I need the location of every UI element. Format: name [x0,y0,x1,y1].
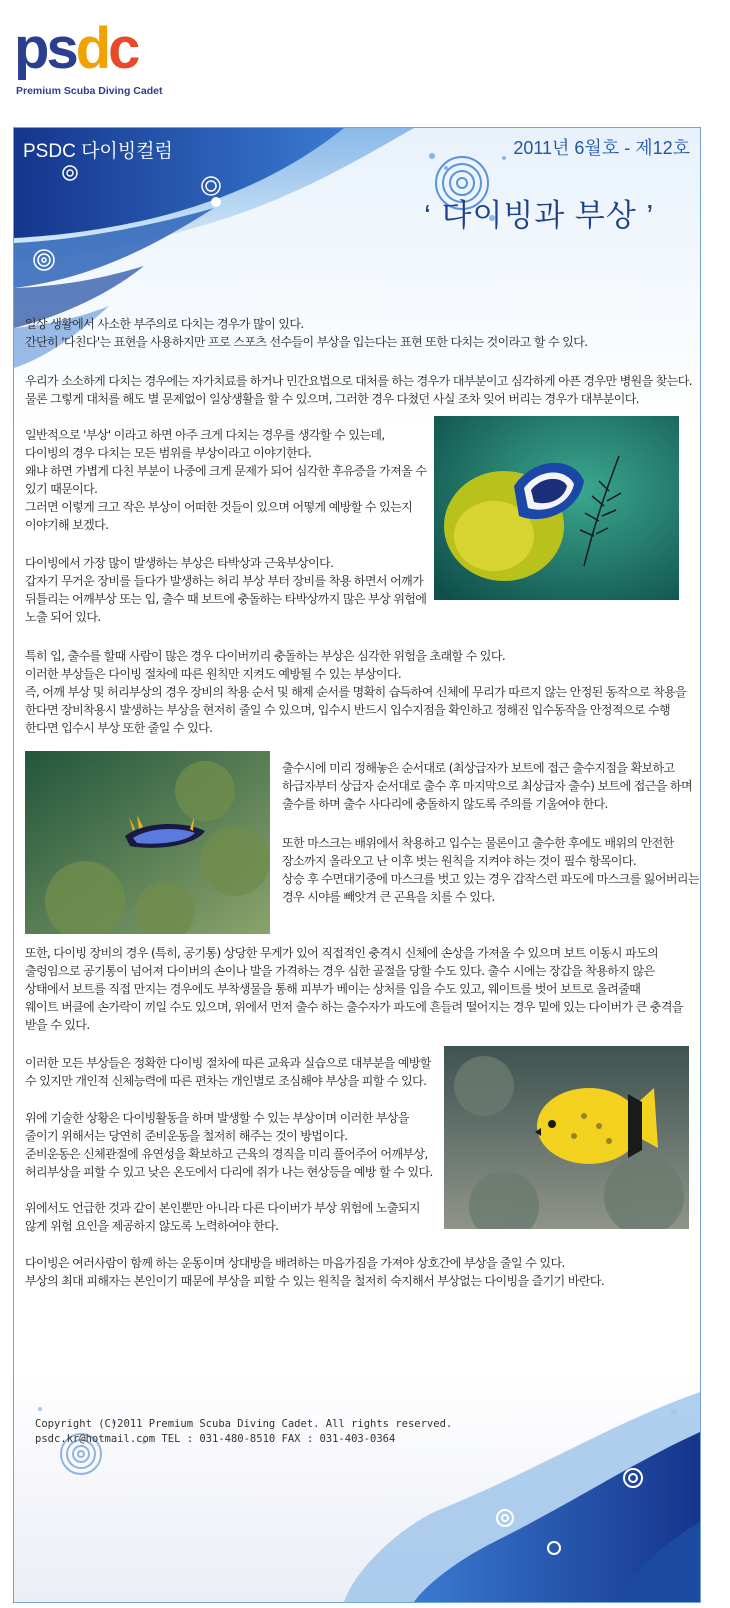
logo-tagline: Premium Scuba Diving Cadet [16,85,163,97]
paragraph-8: 또한, 다이빙 장비의 경우 (특히, 공기통) 상당한 무게가 있어 직접적인 충격시 신체에 손상을 가져올 수 있으며 보트 이동시 파도의 출렁임으로 공기통이 넘어져 다이버의 손이나 발을 가격하는 경우 심한 골절을 당할 수도 있다. 출수 시에는 장갑을 착용하지 않은 상태에서 보트를 직접 만지는 경우에도 부착생물을 통해 피부가 베이는 상처를 입을 수도 있고, 웨이트를 벗어 보트로 올려줄때 웨이트 버클에 손가락이 끼일 수도 있으며, 위에서 먼저 출수 하는 출수자가 파도에 흔들려 떨어지는 경우 밑에 있는 다이버가 큰 충격을 받을 수 있다. [25,946,683,1032]
photo-butterflyfish [444,1046,689,1229]
nudibranch-yellow-blue-photo [434,416,679,600]
psdc-logo [14,16,164,100]
nudibranch-on-rock-photo [25,751,270,934]
logo-letter-c: c [108,16,138,81]
column-title: PSDC 다이빙컬럼 [23,141,173,162]
paragraph-2: 우리가 소소하게 다치는 경우에는 자가치료를 하거나 민간요법으로 대처를 하는 경우가 대부분이고 심각하게 아픈 경우만 병원을 찾는다. 물론 그렇게 대처를 해도 별 문제없이 일상생활을 할 수 있으며, 그러한 경우 다쳤던 사실 조차 잊어 버리는 경우가 대부분이다. [25,374,692,406]
logo-letter-s: s [46,16,76,81]
issue-label: 2011년 6월호 - 제12호 [513,138,690,158]
article-title: ‘ 다이빙과 부상 ’ [424,198,655,233]
paragraph-6: 출수시에 미리 정해놓은 순서대로 (최상급자가 보트에 접근 출수지점을 확보하고 하급자부터 상급자 순서대로 출수 후 마지막으로 최상급자 출수) 보트에 접근을 하며 출수를 하며 출수 사다리에 충돌하지 않도록 주의를 기울여야 한다. [282,761,692,811]
photo-nudibranch-1 [434,416,679,600]
paragraph-12: 다이빙은 여러사람이 함께 하는 운동이며 상대방을 배려하는 마음가짐을 가져야 상호간에 부상을 줄일 수 있다. 부상의 최대 피해자는 본인이기 때문에 부상을 피할 수 있는 원칙을 철저히 숙지해서 부상없는 다이빙을 즐기기 바란다. [25,1256,605,1288]
column-frame [13,127,701,1603]
paragraph-9: 이러한 모든 부상들은 정확한 다이빙 절차에 따른 교육과 실습으로 대부분을 예방할 수 있지만 개인적 신체능력에 따른 편차는 개인별로 조심해야 부상을 피할 수 있다. [25,1056,431,1088]
photo-nudibranch-2 [25,751,270,934]
paragraph-3: 일반적으로 '부상' 이라고 하면 아주 크게 다치는 경우를 생각할 수 있는데, 다이빙의 경우 다치는 모든 범위를 부상이라고 이야기한다. 왜냐 하면 가볍게 다친 부분이 나중에 크게 문제가 되어 심각한 후유증을 가져올 수 있기 때문이다. 그러면 이렇게 크고 작은 부상이 어떠한 것들이 있으며 어떻게 예방할 수 있는지 이야기해 보겠다. [25,428,427,532]
paragraph-4: 다이빙에서 가장 많이 발생하는 부상은 타박상과 근육부상이다. 갑자기 무거운 장비를 들다가 발생하는 허리 부상 부터 장비를 착용 하면서 어깨가 뒤틀리는 어깨부상 또는 입, 출수 때 보트에 충돌하는 타박상까지 많은 부상 위험에 노출 되어 있다. [25,556,427,624]
contact-text: psdc.kr@hotmail.com TEL : 031-480-8510 FAX : 031-403-0364 [35,1433,396,1445]
paragraph-11: 위에서도 언급한 것과 같이 본인뿐만 아니라 다른 다이버가 부상 위험에 노출되지 않게 위험 요인을 제공하지 않도록 노력하여야 한다. [25,1201,420,1233]
logo-letter-p: p [14,16,47,81]
logo-letter-d: d [75,16,109,81]
paragraph-5: 특히 입, 출수를 할때 사람이 많은 경우 다이버끼리 충돌하는 부상은 심각한 위험을 초래할 수 있다. 이러한 부상들은 다이빙 절차에 따른 원칙만 지켜도 예방될 수 있는 부상이다. 즉, 어깨 부상 및 허리부상의 경우 장비의 착용 순서 및 해제 순서를 명확히 습득하여 신체에 무리가 따르지 않는 안정된 동작으로 착용을 한다면 장비착용시 발생하는 부상을 현저히 줄일 수 있으며, 입수시 반드시 입수지점을 확인하고 정해진 입수동작을 안정적으로 수행 한다면 입수시 부상 또한 줄일 수 있다. [25,649,687,735]
copyright-text: Copyright (C)2011 Premium Scuba Diving Cadet. All rights reserved. [35,1418,453,1430]
logo-wordmark [14,17,137,81]
paragraph-10: 위에 기술한 상황은 다이빙활동을 하며 발생할 수 있는 부상이며 이러한 부상을 줄이기 위해서는 당연히 준비운동을 철저히 해주는 것이 방법이다. 준비운동은 신체관절에 유연성을 확보하고 근육의 경직을 미리 풀어주어 어깨부상, 허리부상을 피할 수 있고 낮은 온도에서 다리에 쥐가 나는 현상등을 예방 할 수 있다. [25,1111,433,1179]
footer-wave-decoration [14,1372,700,1602]
paragraph-1: 일상 생활에서 사소한 부주의로 다치는 경우가 많이 있다. 간단히 '다친다'는 표현을 사용하지만 프로 스포츠 선수들이 부상을 입는다는 표현 또한 다치는 것이라고 할 수 있다. [25,317,588,349]
paragraph-7: 또한 마스크는 배위에서 착용하고 입수는 물론이고 출수한 후에도 배위의 안전한 장소까지 올라오고 난 이후 벗는 원칙을 지켜야 하는 것이 필수 항목이다. 상승 후 수면대기중에 마스크를 벗고 있는 경우 갑작스런 파도에 마스크를 잃어버리는 경우 시야를 빼앗겨 큰 곤욕을 치를 수 있다. [282,836,699,904]
butterflyfish-photo [444,1046,689,1229]
